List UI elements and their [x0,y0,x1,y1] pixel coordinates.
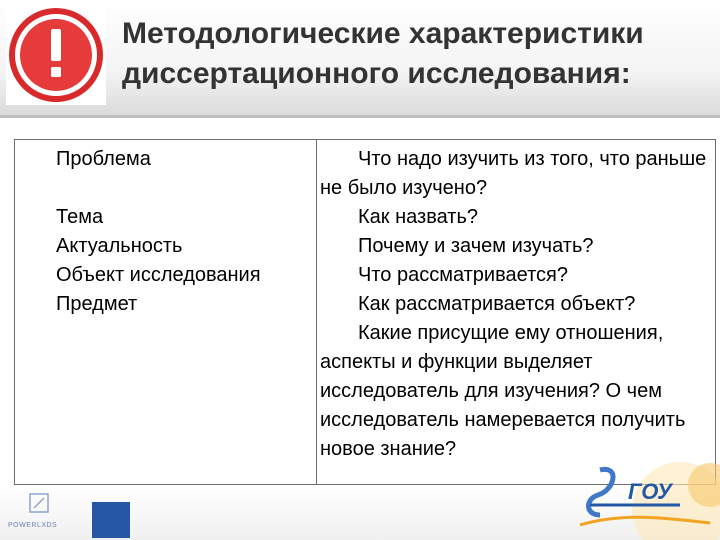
term-spacer [56,174,311,203]
term-topic: Тема [56,206,104,228]
question-object: Что рассматривается? [358,264,568,286]
warning-icon [6,5,106,105]
term-subject: Предмет [56,293,138,315]
powerlxds-logo-icon [8,492,68,538]
title-block [122,14,712,94]
question-problem: Что надо изучить из того, что раньше не было изучено? [320,148,707,199]
question-topic: Как назвать? [358,206,478,228]
footer-logo-text: POWERLXDS [8,522,58,529]
question-subject: Как рассматривается объект? [358,293,636,315]
question-relevance: Почему и зачем изучать? [358,235,594,257]
table-right-column [320,145,712,464]
term-relevance: Актуальность [56,235,183,257]
svg-text:ГОУ: ГОУ [628,479,672,504]
footer-blue-square [92,502,130,538]
question-subject-detail: Какие присущие ему отношения, аспекты и функции выделяет исследователь для изучения? О чем исследователь намеревается получить новое знание? [320,322,686,460]
corner-swoosh-logo-icon [560,455,720,540]
header-divider [0,115,720,118]
table-column-divider [316,139,317,485]
page-title-line-1: Методологические характеристики [122,17,644,50]
page-title-line-2: диссертационного исследования: [122,57,631,90]
table-left-column [56,145,311,319]
term-research-object: Объект исследования [56,264,261,286]
term-problem: Проблема [56,148,151,170]
